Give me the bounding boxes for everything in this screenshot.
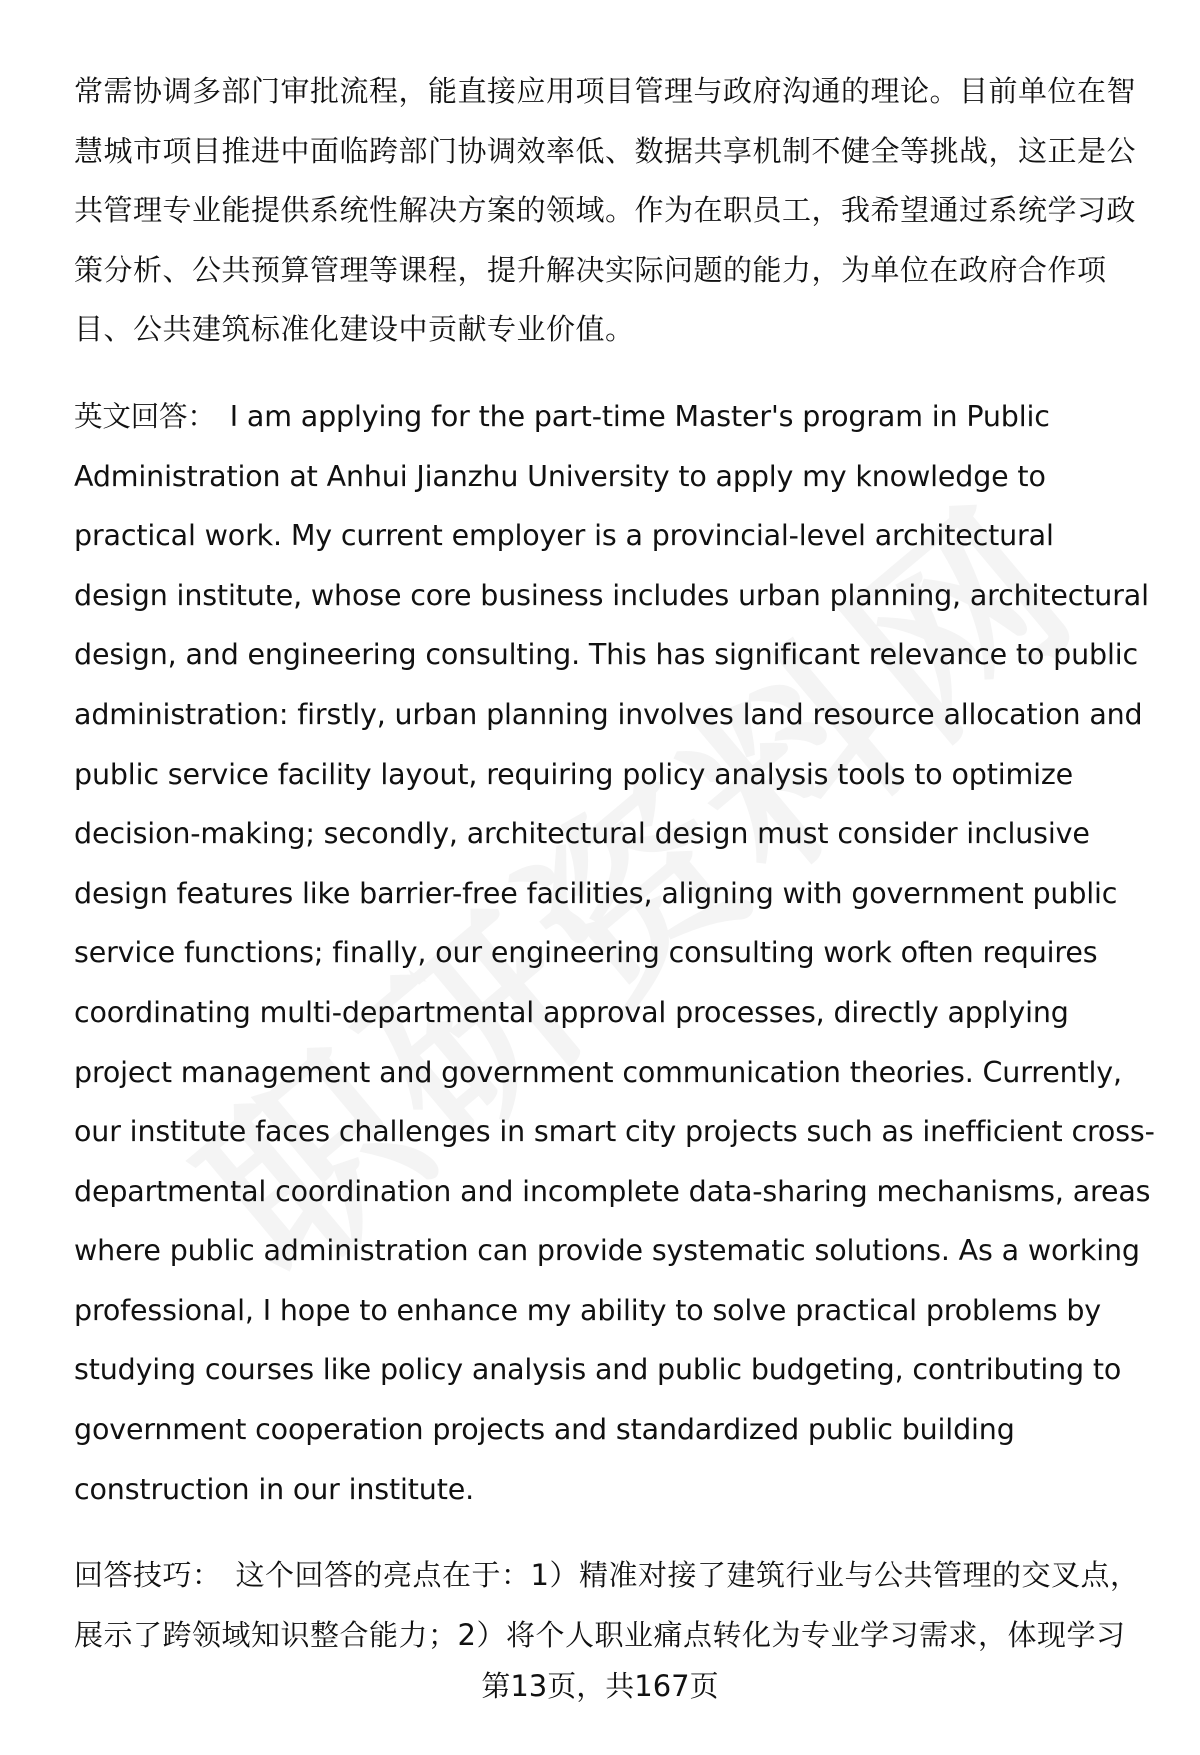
english-answer-label: 英文回答： xyxy=(74,399,216,433)
text-line: 展示了跨领域知识整合能力；2）将个人职业痛点转化为专业学习需求，体现学习 xyxy=(74,1617,1126,1652)
text-line: project management and government communication theories. Currently, xyxy=(74,1055,1122,1089)
text-line xyxy=(74,1546,1154,1606)
text-line: 目、公共建筑标准化建设中贡献专业价值。 xyxy=(74,312,635,347)
text-line: design features like barrier-free facilities, aligning with government public xyxy=(74,876,1118,910)
text-line: 共管理专业能提供系统性解决方案的领域。作为在职员工，我希望通过系统学习政 xyxy=(74,193,1137,228)
page-number: 第13页，共167页 xyxy=(481,1669,719,1703)
text-line: departmental coordination and incomplete data-sharing mechanisms, areas xyxy=(74,1174,1151,1208)
text-line: construction in our institute. xyxy=(74,1472,475,1506)
document-content xyxy=(74,62,1154,1665)
text-line: practical work. My current employer is a provincial-level architectural xyxy=(74,519,1054,553)
text-line: studying courses like policy analysis and public budgeting, contributing to xyxy=(74,1353,1122,1387)
text-line: coordinating multi-departmental approval processes, directly applying xyxy=(74,995,1069,1029)
text-line: administration: firstly, urban planning involves land resource allocation and xyxy=(74,697,1143,731)
text-line: service functions; finally, our engineering consulting work often requires xyxy=(74,936,1098,970)
chinese-answer-continued xyxy=(74,62,1154,360)
answer-tips-label: 回答技巧： xyxy=(74,1558,222,1593)
text-line: professional, I hope to enhance my ability to solve practical problems by xyxy=(74,1293,1101,1327)
text-line: our institute faces challenges in smart city projects such as inefficient cross- xyxy=(74,1115,1155,1149)
answer-tips-first-line: 这个回答的亮点在于：1）精准对接了建筑行业与公共管理的交叉点， xyxy=(235,1558,1140,1593)
text-line: public service facility layout, requiring policy analysis tools to optimize xyxy=(74,757,1074,791)
text-line: 慧城市项目推进中面临跨部门协调效率低、数据共享机制不健全等挑战，这正是公 xyxy=(74,133,1137,168)
text-line: where public administration can provide systematic solutions. As a working xyxy=(74,1234,1140,1268)
text-line: design institute, whose core business includes urban planning, architectural xyxy=(74,578,1149,612)
english-answer xyxy=(74,387,1154,1519)
english-answer-first-line: I am applying for the part-time Master's program in Public xyxy=(229,399,1050,433)
text-line: Administration at Anhui Jianzhu University to apply my knowledge to xyxy=(74,459,1046,493)
text-line: decision-making; secondly, architectural design must consider inclusive xyxy=(74,817,1090,851)
answer-tips xyxy=(74,1546,1154,1665)
text-line xyxy=(74,387,1154,447)
text-line: 常需协调多部门审批流程，能直接应用项目管理与政府沟通的理论。目前单位在智 xyxy=(74,74,1137,108)
text-line: 策分析、公共预算管理等课程，提升解决实际问题的能力，为单位在政府合作项 xyxy=(74,252,1107,287)
text-line: government cooperation projects and standardized public building xyxy=(74,1413,1015,1447)
text-line: design, and engineering consulting. This has significant relevance to public xyxy=(74,638,1139,672)
